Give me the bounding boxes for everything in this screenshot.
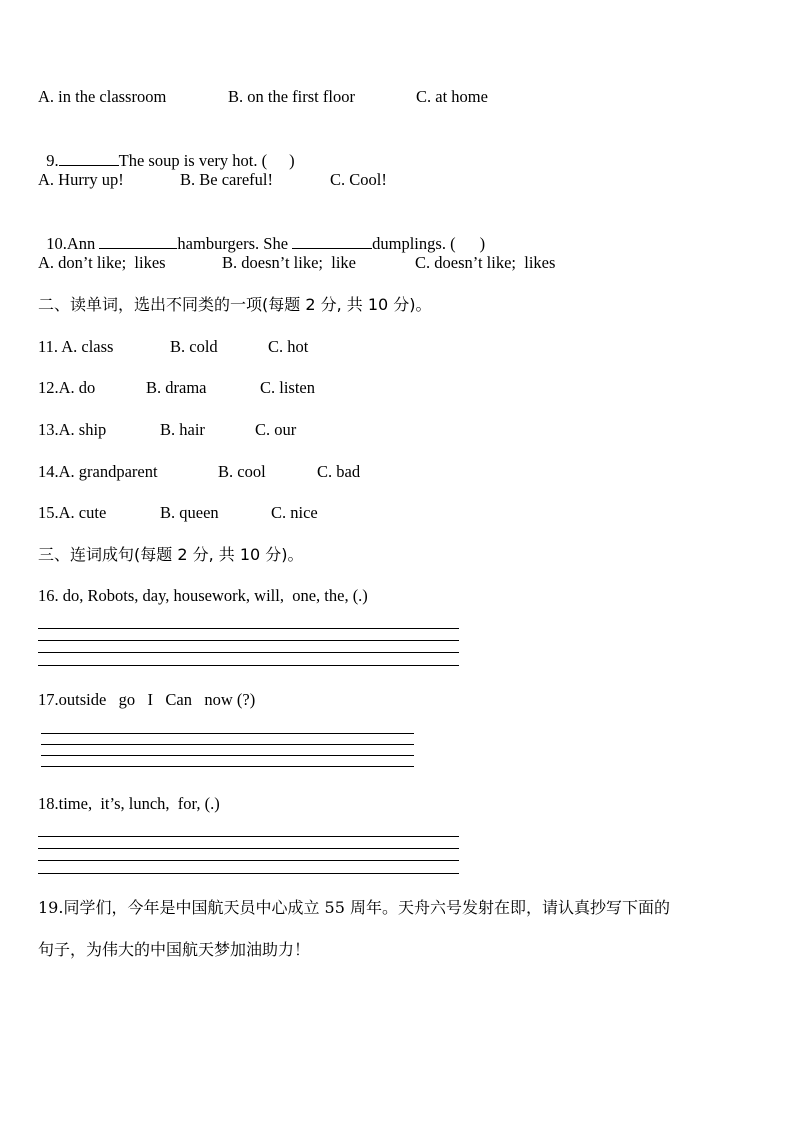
q12-option-b: B. drama	[146, 378, 207, 397]
q13-option-c: C. our	[255, 420, 297, 439]
q13-option-b: B. hair	[160, 420, 205, 439]
section-2-heading: 二、读单词，选出不同类的一项(每题 2 分, 共 10 分)。	[38, 295, 432, 314]
q10-text-c: dumplings. (	[372, 234, 456, 253]
q11-option-a: 11. A. class	[38, 337, 114, 356]
q18-writing-line-3[interactable]	[38, 860, 459, 861]
section-3-heading: 三、连词成句(每题 2 分, 共 10 分)。	[38, 545, 304, 564]
q18-writing-line-4[interactable]	[38, 873, 459, 874]
q11-option-c: C. hot	[268, 337, 309, 356]
q10-option-b: B. doesn’t like; like	[222, 253, 356, 272]
q10-number: 10.	[46, 234, 67, 253]
question-19-line-1: 19.同学们，今年是中国航天员中心成立 55 周年。天舟六号发射在即，请认真抄写下面的	[38, 898, 670, 917]
q17-writing-line-2[interactable]	[41, 744, 414, 745]
q9-close-paren: )	[289, 151, 295, 170]
q16-writing-line-3[interactable]	[38, 652, 459, 653]
q17-writing-line-1[interactable]	[41, 733, 414, 734]
q16-writing-line-1[interactable]	[38, 628, 459, 629]
q9-number: 9.	[46, 151, 59, 170]
q12-option-a: 12.A. do	[38, 378, 96, 397]
q15-option-a: 15.A. cute	[38, 503, 107, 522]
q8-option-b: B. on the first floor	[228, 87, 355, 106]
q9-option-c: C. Cool!	[330, 170, 387, 189]
q14-option-b: B. cool	[218, 462, 266, 481]
q10-close-paren: )	[479, 234, 486, 253]
q17-writing-line-4[interactable]	[41, 766, 414, 767]
q13-option-a: 13.A. ship	[38, 420, 107, 439]
q12-option-c: C. listen	[260, 378, 316, 397]
q10-blank-2[interactable]	[292, 232, 372, 249]
q10-blank-1[interactable]	[99, 232, 177, 249]
q18-writing-line-1[interactable]	[38, 836, 459, 837]
q18-writing-line-2[interactable]	[38, 848, 459, 849]
q15-option-c: C. nice	[271, 503, 318, 522]
q15-option-b: B. queen	[160, 503, 219, 522]
q10-option-c: C. doesn’t like; likes	[415, 253, 556, 272]
q17-writing-line-3[interactable]	[41, 755, 414, 756]
question-9	[38, 129, 295, 171]
q10-text-b: hamburgers. She	[177, 234, 293, 253]
q14-option-c: C. bad	[317, 462, 361, 481]
question-17: 17.outside go I Can now (?)	[38, 690, 256, 709]
q9-option-a: A. Hurry up!	[38, 170, 124, 189]
question-16: 16. do, Robots, day, housework, will, one, the, (.)	[38, 586, 368, 605]
q9-text: The soup is very hot. (	[118, 151, 268, 170]
q8-option-c: C. at home	[416, 87, 488, 106]
q16-writing-line-2[interactable]	[38, 640, 459, 641]
q9-blank[interactable]	[59, 149, 119, 166]
q8-option-a: A. in the classroom	[38, 87, 167, 106]
q10-text-a: Ann	[66, 234, 100, 253]
q9-option-b: B. Be careful!	[180, 170, 273, 189]
question-19-line-2: 句子，为伟大的中国航天梦加油助力！	[38, 940, 311, 959]
question-10	[38, 212, 485, 254]
q14-option-a: 14.A. grandparent	[38, 462, 158, 481]
q10-option-a: A. don’t like; likes	[38, 253, 166, 272]
question-18: 18.time, it’s, lunch, for, (.)	[38, 794, 220, 813]
q11-option-b: B. cold	[170, 337, 218, 356]
q16-writing-line-4[interactable]	[38, 665, 459, 666]
